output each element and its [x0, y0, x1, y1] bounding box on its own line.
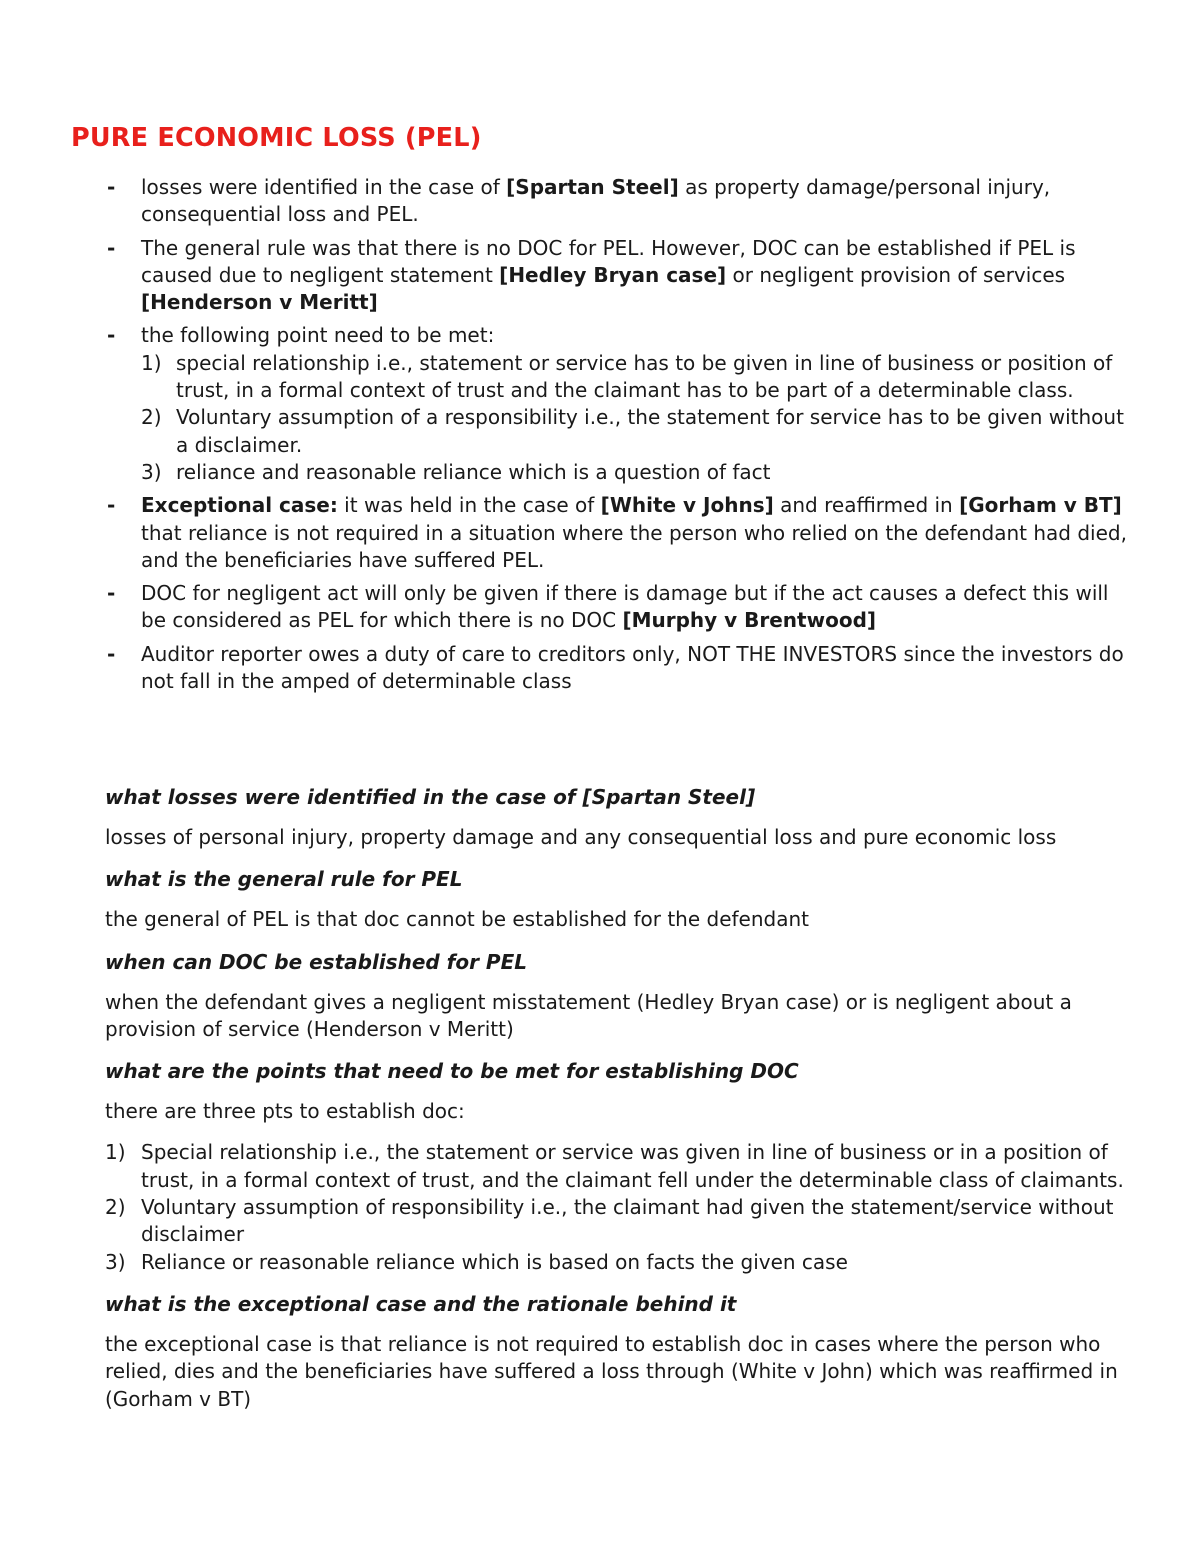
requirements-list [141, 350, 1137, 486]
bullet-text: The general rule was that there is no DOC for PEL. However, DOC can be established if PEL is caused due to negligent statement [141, 235, 1076, 287]
bullet-dash: - [107, 493, 116, 518]
bullet-item [107, 641, 1137, 696]
bullet-dash: - [107, 175, 116, 199]
list-text: Reliance or reasonable reliance which is based on facts the given case [141, 1249, 848, 1274]
list-number: 2) [105, 1195, 126, 1220]
bullet-item [107, 580, 1137, 635]
bullet-item [107, 174, 1137, 229]
list-number: 3) [105, 1249, 126, 1274]
list-text: Voluntary assumption of a responsibility i.e., the statement for service has to be given without a disclaimer. [176, 405, 1124, 457]
answer-text: when the defendant gives a negligent misstatement (Hedley Bryan case) or is negligent about a provision of service (Henderson v Meritt) [105, 989, 1072, 1041]
list-text: Special relationship i.e., the statement or service was given in line of business or in a position of trust, in a formal context of trust, and the claimant fell under the determinable class of claimants. [141, 1140, 1124, 1192]
bullet-label: Exceptional case: [141, 493, 338, 518]
list-number: 3) [141, 459, 162, 484]
page-title: PURE ECONOMIC LOSS (PEL) [71, 123, 482, 153]
answer-text: the general of PEL is that doc cannot be established for the defendant [105, 907, 809, 932]
question-heading: when can DOC be established for PEL [105, 949, 527, 974]
list-item [141, 459, 1137, 486]
question-heading: what losses were identified in the case of [Spartan Steel] [105, 785, 756, 809]
list-text: Voluntary assumption of responsibility i.e., the claimant had given the statement/service without disclaimer [141, 1195, 1114, 1247]
question-heading: what are the points that need to be met for establishing DOC [105, 1059, 799, 1084]
bullet-item [107, 235, 1137, 317]
list-number: 1) [105, 1140, 126, 1165]
bullet-text: or negligent provision of services [726, 262, 1066, 287]
list-item [105, 1139, 1140, 1194]
bullet-dash: - [107, 235, 116, 260]
bullet-item [107, 322, 1137, 486]
bullet-text: as property damage/personal injury, consequential loss and PEL. [141, 175, 1051, 227]
list-text: special relationship i.e., statement or service has to be given in line of business or position of trust, in a formal context of trust and the claimant has to be part of a determinable class. [176, 350, 1113, 403]
case-citation: [Murphy v Brentwood] [622, 608, 877, 633]
list-number: 2) [141, 405, 162, 430]
answer-text: the exceptional case is that reliance is not required to establish doc in cases where the person who relied, dies and the beneficiaries have suffered a loss through (White v John) which was reaffirmed in (Gorham v BT) [105, 1331, 1118, 1411]
bullet-dash: - [107, 581, 116, 606]
bullet-text: the following point need to be met: [141, 323, 495, 348]
case-citation: [Hedley Bryan case] [499, 262, 727, 287]
list-item [105, 1249, 1140, 1276]
bullet-text: that reliance is not required in a situation where the person who relied on the defendant had died, and the beneficiaries have suffered PEL. [141, 520, 1127, 572]
summary-bullet-list [107, 174, 1137, 701]
bullet-dash: - [107, 323, 116, 348]
list-item [141, 404, 1137, 459]
case-citation: [White v Johns] [600, 493, 774, 518]
answer-text: losses of personal injury, property damage and any consequential loss and pure economic loss [105, 825, 1057, 849]
list-item [105, 1194, 1140, 1249]
answer-text: there are three pts to establish doc: [105, 1099, 465, 1124]
answer-list [105, 1139, 1140, 1275]
bullet-text: and reaffirmed in [773, 493, 960, 518]
bullet-text: Auditor reporter owes a duty of care to creditors only, NOT THE INVESTORS since the investors do not fall in the amped of determinable class [141, 641, 1124, 694]
case-citation: [Gorham v BT] [959, 493, 1122, 518]
list-text: reliance and reasonable reliance which is a question of fact [176, 459, 771, 484]
bullet-text: DOC for negligent act will only be given if there is damage but if the act causes a defect this will be considered as PEL for which there is no DOC [141, 581, 1109, 633]
question-answer-section [105, 783, 1140, 1427]
question-heading: what is the general rule for PEL [105, 867, 463, 892]
question-heading: what is the exceptional case and the rationale behind it [105, 1291, 737, 1316]
list-number: 1) [141, 350, 162, 375]
bullet-dash: - [107, 641, 116, 666]
case-citation: [Henderson v Meritt] [141, 290, 378, 315]
bullet-text: losses were identified in the case of [141, 175, 507, 199]
case-citation: [Spartan Steel] [506, 175, 679, 199]
bullet-text: it was held in the case of [337, 493, 601, 518]
bullet-item [107, 492, 1137, 574]
list-item [141, 350, 1137, 405]
